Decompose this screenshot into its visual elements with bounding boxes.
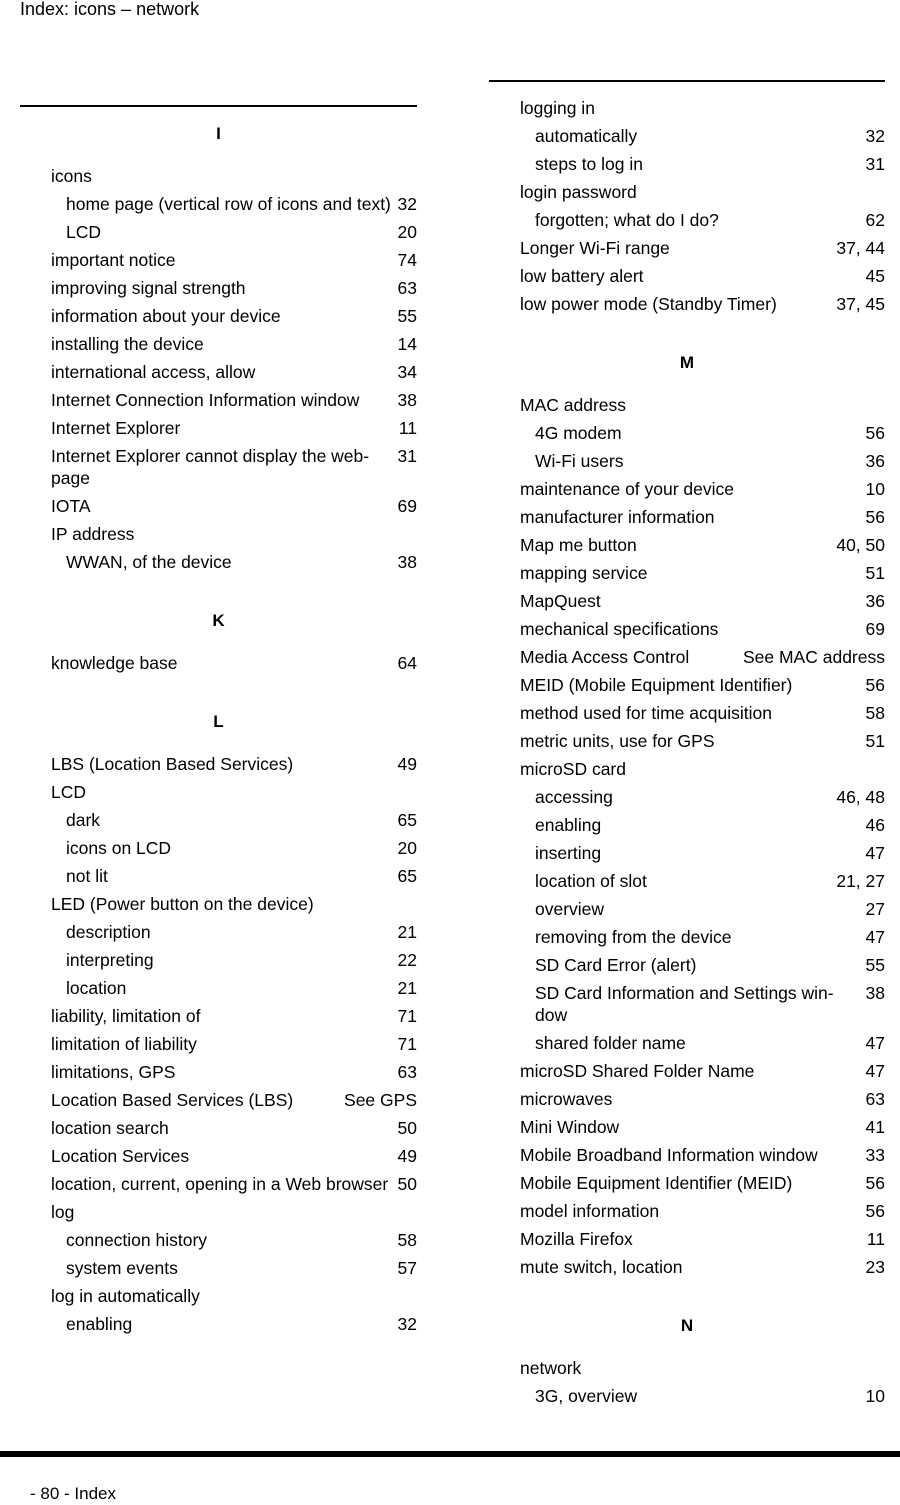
index-subentry (520, 839, 885, 867)
index-entry-pages: 47 (865, 843, 885, 863)
index-entry (520, 755, 885, 783)
index-entry-pages: 46, 48 (836, 787, 885, 807)
index-entry-term: Mozilla Firefox (520, 1229, 633, 1249)
index-entry-pages: 11 (866, 1229, 885, 1249)
index-entry (51, 1058, 417, 1086)
index-subentry (51, 1254, 417, 1282)
index-entry-term: location, current, opening in a Web browser (51, 1174, 389, 1194)
index-entry-term: home page (vertical row of icons and text) (66, 194, 391, 214)
index-entry-term: Wi-Fi users (535, 451, 624, 471)
index-entry-term: connection history (66, 1230, 208, 1250)
index-entry (51, 246, 417, 274)
index-entry-pages: 32 (865, 126, 885, 146)
index-entry (520, 391, 885, 419)
index-entry-term: enabling (535, 815, 602, 835)
index-entry-pages: 50 (397, 1174, 417, 1194)
index-entry (51, 492, 417, 520)
index-entry (51, 1170, 417, 1198)
index-entry-term: limitation of liability (51, 1034, 197, 1054)
index-entry (520, 587, 885, 615)
index-entry (520, 1197, 885, 1225)
index-entry-pages: 14 (397, 334, 417, 354)
index-entry-term: Mini Window (520, 1117, 620, 1137)
index-entry (51, 1142, 417, 1170)
index-entry-term: steps to log in (535, 154, 643, 174)
index-subentry (51, 806, 417, 834)
index-subentry (51, 918, 417, 946)
index-entry-pages: 36 (865, 451, 885, 471)
index-entry-pages: 71 (397, 1034, 417, 1054)
index-entry (520, 503, 885, 531)
index-entry (51, 1030, 417, 1058)
index-entry-term: location of slot (535, 871, 647, 891)
index-entry-pages: 23 (865, 1257, 885, 1277)
index-entry-term: microSD Shared Folder Name (520, 1061, 755, 1081)
index-entry (51, 1282, 417, 1310)
index-entry-term: network (520, 1358, 582, 1378)
index-entry-pages: 74 (397, 250, 417, 270)
index-entry-pages: 10 (865, 479, 885, 499)
index-entry-pages: 37, 45 (836, 294, 885, 314)
index-entry (520, 643, 885, 671)
index-entry-term: information about your device (51, 306, 281, 326)
index-subentry (520, 419, 885, 447)
index-subentry (520, 811, 885, 839)
index-entry-term: log in automatically (51, 1286, 200, 1306)
index-entry-term: Longer Wi-Fi range (520, 238, 670, 258)
index-subentry (51, 834, 417, 862)
index-entry-term: microwaves (520, 1089, 613, 1109)
index-entry-pages: 49 (397, 1146, 417, 1166)
index-entry-term: low battery alert (520, 266, 644, 286)
index-subentry (520, 867, 885, 895)
index-subentry (520, 783, 885, 811)
index-subentry (51, 190, 417, 218)
index-entry-pages: 51 (865, 563, 885, 583)
index-entry-pages: 56 (865, 507, 885, 527)
index-entry (520, 615, 885, 643)
index-entry-pages: 56 (865, 1173, 885, 1193)
index-entry-pages: 31 (397, 446, 417, 466)
index-entry-pages: 56 (865, 1201, 885, 1221)
index-entry-pages: 63 (397, 1062, 417, 1082)
index-entry-pages: 56 (865, 675, 885, 695)
index-entry-term: metric units, use for GPS (520, 731, 715, 751)
index-subentry (520, 1029, 885, 1057)
index-entry (51, 358, 417, 386)
index-entry-term: WWAN, of the device (66, 552, 232, 572)
index-entry-term: system events (66, 1258, 178, 1278)
index-entry (51, 1114, 417, 1142)
index-entry-term: Internet Connection Information window (51, 390, 360, 410)
index-entry-pages: 22 (397, 950, 417, 970)
index-entry (51, 890, 417, 918)
index-entry (520, 559, 885, 587)
index-entry-term: login password (520, 182, 637, 202)
index-entry (51, 386, 417, 414)
index-entry-term: LED (Power button on the device) (51, 894, 314, 914)
index-entry-term: icons (51, 166, 92, 186)
index-letter-heading: N (680, 1316, 694, 1335)
index-entry-pages: 27 (865, 899, 885, 919)
index-entry-term: LCD (51, 782, 87, 802)
index-entry-term: knowledge base (51, 653, 178, 673)
index-entry-term: log (51, 1202, 75, 1222)
index-entry-term: Location Based Services (LBS) (51, 1090, 294, 1110)
index-entry-pages: 41 (865, 1117, 885, 1137)
index-entry-term: installing the device (51, 334, 204, 354)
index-entry-term: liability, limitation of (51, 1006, 201, 1026)
index-entry-pages: 37, 44 (836, 238, 885, 258)
index-entry-term: Location Services (51, 1146, 190, 1166)
index-entry-pages: 56 (865, 423, 885, 443)
index-entry-pages: 65 (397, 866, 417, 886)
index-entry-term: SD Card Information and Settings win-dow (535, 983, 834, 1025)
index-subentry (520, 1382, 885, 1410)
index-entry-pages: 58 (865, 703, 885, 723)
index-entry (520, 262, 885, 290)
index-entry-pages: 34 (397, 362, 417, 382)
index-subentry (520, 895, 885, 923)
index-entry-pages: 51 (865, 731, 885, 751)
index-entry (51, 162, 417, 190)
index-entry-term: method used for time acquisition (520, 703, 772, 723)
footer-rule (0, 1451, 900, 1457)
index-entry-pages: 47 (865, 1061, 885, 1081)
index-entry-term: IP address (51, 524, 135, 544)
index-entry (520, 1169, 885, 1197)
index-entry-pages: 50 (397, 1118, 417, 1138)
page-footer: - 80 - Index (30, 1484, 116, 1503)
index-entry-term: MEID (Mobile Equipment Identifier) (520, 675, 793, 695)
index-entry-term: MapQuest (520, 591, 601, 611)
index-entry-pages: 46 (865, 815, 885, 835)
index-entry (51, 649, 417, 677)
index-entries-right (520, 94, 885, 1410)
index-entry (520, 1253, 885, 1281)
index-entry-term: limitations, GPS (51, 1062, 176, 1082)
index-entry-pages: 20 (397, 222, 417, 242)
index-entry-pages: 38 (865, 983, 885, 1003)
index-entry-pages: See MAC address (742, 647, 885, 667)
index-entry (51, 520, 417, 548)
index-entry-term: SD Card Error (alert) (535, 955, 697, 975)
index-entry-pages: 63 (397, 278, 417, 298)
index-entry (51, 414, 417, 442)
index-subentry (520, 206, 885, 234)
index-entry-term: MAC address (520, 395, 627, 415)
index-entry (520, 1113, 885, 1141)
index-letter-heading: L (213, 712, 224, 731)
index-entry (520, 475, 885, 503)
index-subentry (51, 218, 417, 246)
index-entry-pages: 21, 27 (836, 871, 885, 891)
index-entry-pages: 49 (397, 754, 417, 774)
index-entry-term: dark (66, 810, 101, 830)
index-subentry (51, 1310, 417, 1338)
index-entry (51, 330, 417, 358)
index-entry-term: removing from the device (535, 927, 732, 947)
index-entry-term: international access, allow (51, 362, 256, 382)
index-subentry (51, 946, 417, 974)
index-entry-pages: 21 (397, 922, 417, 942)
index-entry-pages: 47 (865, 1033, 885, 1053)
index-entry (51, 1086, 417, 1114)
index-entry (520, 531, 885, 559)
index-entry-term: maintenance of your device (520, 479, 735, 499)
column-top-rule (489, 80, 885, 82)
index-entry-term: model information (520, 1201, 660, 1221)
index-entry-term: location (66, 978, 127, 998)
index-entry-pages: 10 (865, 1386, 885, 1406)
index-entry-term: 3G, overview (535, 1386, 638, 1406)
index-entry-term: Mobile Broadband Information window (520, 1145, 818, 1165)
index-entry-term: location search (51, 1118, 169, 1138)
index-entry-term: mute switch, location (520, 1257, 683, 1277)
index-entry-pages: 58 (397, 1230, 417, 1250)
index-entry-term: IOTA (51, 496, 91, 516)
index-entry-term: Internet Explorer cannot display the web-page (51, 446, 370, 488)
column-top-rule (20, 105, 417, 107)
index-entry-term: automatically (535, 126, 638, 146)
page-header-title: Index: icons – network (20, 0, 200, 19)
index-entry-pages: 63 (865, 1089, 885, 1109)
index-entry-term: Media Access Control (520, 647, 690, 667)
index-entry-pages: 47 (865, 927, 885, 947)
index-entry-pages: 71 (397, 1006, 417, 1026)
index-entry-pages: 69 (865, 619, 885, 639)
index-entry-pages: 45 (865, 266, 885, 286)
index-entry-pages: 32 (397, 194, 417, 214)
index-entry-term: low power mode (Standby Timer) (520, 294, 777, 314)
index-entry-pages: 38 (397, 390, 417, 410)
index-entry-pages: 69 (397, 496, 417, 516)
index-entry (520, 94, 885, 122)
index-subentry (51, 1226, 417, 1254)
index-entry (51, 1002, 417, 1030)
index-entry (520, 290, 885, 318)
index-entry-pages: 40, 50 (836, 535, 885, 555)
index-entry-term: manufacturer information (520, 507, 715, 527)
index-entry (51, 302, 417, 330)
index-entry-term: Map me button (520, 535, 637, 555)
index-entry-term: description (66, 922, 151, 942)
index-entry-term: enabling (66, 1314, 133, 1334)
index-entries-left (51, 120, 417, 1338)
index-entry-pages: 55 (865, 955, 885, 975)
index-entry-term: interpreting (66, 950, 154, 970)
index-entry (520, 234, 885, 262)
index-subentry (520, 447, 885, 475)
index-entry-pages: 55 (397, 306, 417, 326)
index-entry-term: overview (535, 899, 605, 919)
index-entry-pages: 32 (397, 1314, 417, 1334)
index-entry-term: accessing (535, 787, 613, 807)
index-entry-pages: 20 (397, 838, 417, 858)
index-entry-pages: 36 (865, 591, 885, 611)
index-entry-term: not lit (66, 866, 108, 886)
index-entry-pages: 21 (397, 978, 417, 998)
index-entry (51, 274, 417, 302)
index-entry-pages: 31 (865, 154, 885, 174)
index-entry (520, 699, 885, 727)
index-entry-pages: See GPS (344, 1090, 417, 1110)
index-subentry (520, 979, 885, 1029)
index-entry-pages: 38 (397, 552, 417, 572)
index-entry-term: shared folder name (535, 1033, 686, 1053)
index-subentry (520, 122, 885, 150)
index-subentry (51, 862, 417, 890)
index-letter-heading: K (212, 611, 225, 630)
index-entry (520, 1085, 885, 1113)
index-entry (51, 1198, 417, 1226)
index-entry-term: mechanical specifications (520, 619, 719, 639)
index-entry-term: logging in (520, 98, 595, 118)
index-entry-pages: 57 (397, 1258, 417, 1278)
index-entry-term: LCD (66, 222, 102, 242)
index-entry (51, 778, 417, 806)
index-entry-term: LBS (Location Based Services) (51, 754, 294, 774)
index-entry-pages: 11 (398, 418, 417, 438)
index-entry (520, 1225, 885, 1253)
index-letter-heading: I (216, 124, 221, 143)
index-entry-term: important notice (51, 250, 176, 270)
index-entry-term: mapping service (520, 563, 648, 583)
index-entry-term: 4G modem (535, 423, 622, 443)
index-subentry (51, 974, 417, 1002)
index-subentry (520, 951, 885, 979)
index-entry (520, 1057, 885, 1085)
index-subentry (51, 548, 417, 576)
index-entry-term: Internet Explorer (51, 418, 181, 438)
index-entry (51, 750, 417, 778)
index-entry-term: improving signal strength (51, 278, 246, 298)
index-entry (51, 442, 417, 492)
index-entry-pages: 33 (865, 1145, 885, 1165)
index-entry (520, 1141, 885, 1169)
index-entry (520, 178, 885, 206)
index-entry-term: microSD card (520, 759, 626, 779)
index-subentry (520, 923, 885, 951)
index-entry-pages: 62 (865, 210, 885, 230)
index-entry-term: Mobile Equipment Identifier (MEID) (520, 1173, 793, 1193)
index-entry-term: inserting (535, 843, 602, 863)
index-entry (520, 1354, 885, 1382)
index-entry-term: forgotten; what do I do? (535, 210, 719, 230)
index-subentry (520, 150, 885, 178)
index-entry-term: icons on LCD (66, 838, 172, 858)
index-letter-heading: M (679, 353, 695, 372)
index-entry-pages: 64 (397, 653, 417, 673)
index-entry-pages: 65 (397, 810, 417, 830)
index-entry (520, 671, 885, 699)
index-entry (520, 727, 885, 755)
